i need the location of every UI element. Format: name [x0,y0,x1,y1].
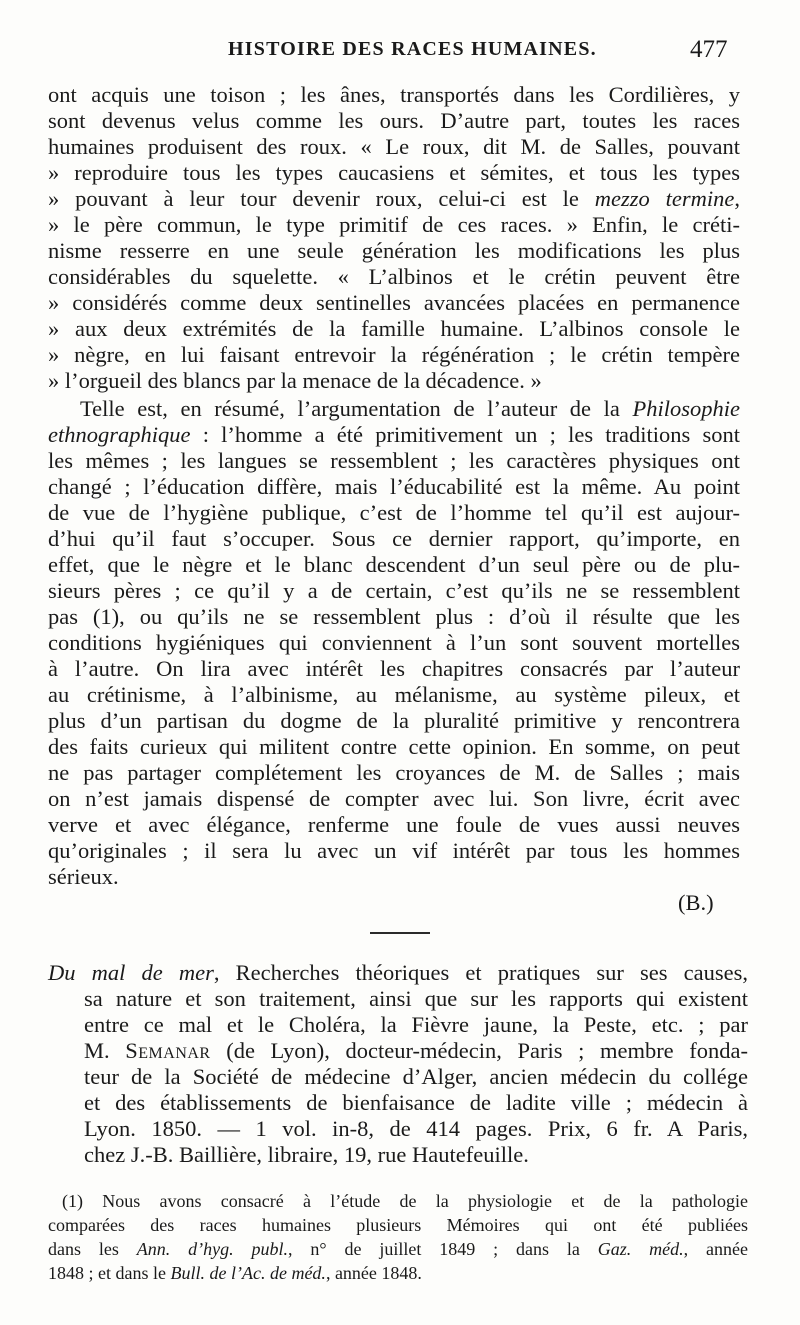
body-line: effet, que le nègre et le blanc descendent d’un seul père ou de plu- [48,552,740,577]
footnote-line: (1) Nous avons consacré à l’étude de la physiologie et de la pathologie [62,1191,748,1211]
review-line: et des établissements de bienfaisance de ladite ville ; médecin à [84,1090,748,1115]
review-line: chez J.-B. Baillière, libraire, 19, rue Hautefeuille. [84,1142,529,1167]
footnote-line [48,1238,748,1260]
review-line-text: , Recherches théoriques et pratiques sur ses causes, [213,960,748,985]
review-line-text: (de Lyon), docteur-médecin, Paris ; membre fonda- [210,1038,748,1063]
body-line: considérables du squelette. « L’albinos et le crétin peuvent être [48,264,740,289]
body-line: sont devenus velus comme les ours. D’autre part, toutes les races [48,108,740,133]
body-line: verve et avec élégance, renferme une foule de vues aussi neuves [48,812,740,837]
footnote-ref-gaz: Gaz. méd. [597,1239,684,1259]
body-line: d’hui qu’il faut s’occuper. Sous ce dernier rapport, qu’importe, en [48,526,740,551]
body-line-text: » pouvant à leur tour devenir roux, celui-ci est le [48,186,595,211]
review-line: teur de la Société de médecine d’Alger, ancien médecin du collége [84,1064,748,1089]
body-line: sieurs pères ; ce qu’il y a de certain, c’est qu’ils ne se ressemblent [48,578,740,603]
review-line-text: M. [84,1038,126,1063]
body-line-text: : l’homme a été primitivement un ; les traditions sont [190,422,740,447]
body-line: » le père commun, le type primitif de ces races. » Enfin, le créti- [48,212,740,237]
footnote-text: dans les [48,1239,137,1259]
footnote-text: , année [683,1239,749,1259]
body-line: plus d’un partisan du dogme de la pluralité primitive y rencontrera [48,708,740,733]
body-line: sérieux. [48,864,119,889]
body-line: nisme resserre en une seule génération les modifications les plus [48,238,740,263]
review-title: Du mal de mer [48,960,214,985]
body-line: qu’originales ; il sera lu avec un vif intérêt par tous les hommes [48,838,740,863]
signature: (B.) [678,890,714,915]
body-line: humaines produisent des roux. « Le roux, dit M. de Salles, pouvant [48,134,740,159]
body-line: ne pas partager complétement les croyances de M. de Salles ; mais [48,760,740,785]
philosophie-italic: Philosophie [632,396,740,421]
body-line: ont acquis une toison ; les ânes, transportés dans les Cordilières, y [48,82,740,107]
review-author: Semanar [125,1038,211,1063]
mezzo-termine-italic: mezzo termine [594,186,735,211]
footnote-line [48,1262,748,1284]
review-line [84,1038,748,1064]
body-line: » reproduire tous les types caucasiens et sémites, et tous les types [48,160,740,185]
body-line: » aux deux extrémités de la famille humaine. L’albinos console le [48,316,740,341]
footnote-line: comparées des races humaines plusieurs Mémoires qui ont été publiées [48,1215,748,1235]
body-line [48,186,740,212]
body-line: » nègre, en lui faisant entrevoir la régénération ; le crétin tempère [48,342,740,367]
mezzo-tail: , [734,186,740,211]
review-line [48,960,748,986]
review-line: sa nature et son traitement, ainsi que sur les rapports qui existent [84,986,748,1011]
body-line: changé ; l’éducation diffère, mais l’éducabilité est la même. Au point [48,474,740,499]
body-line: » considérés comme deux sentinelles avancées placées en permanence [48,290,740,315]
body-line: on n’est jamais dispensé de compter avec lui. Son livre, écrit avec [48,786,740,811]
body-line: à l’autre. On lira avec intérêt les chapitres consacrés par l’auteur [48,656,740,681]
page-number: 477 [690,36,728,63]
body-line: pas (1), ou qu’ils ne se ressemblent plus : d’où il résulte que les [48,604,740,629]
ethnographique-italic: ethnographique [48,422,191,447]
footnote-text: , année 1848. [325,1263,422,1283]
body-line-text: Telle est, en résumé, l’argumentation de l’auteur de la [80,396,633,421]
footnote-text: 1848 ; et dans le [48,1263,171,1283]
body-line [80,396,740,422]
body-line: des faits curieux qui militent contre cette opinion. En somme, on peut [48,734,740,759]
footnote-ref-ann: Ann. d’hyg. publ. [136,1239,289,1259]
section-divider [370,932,430,934]
review-line: entre ce mal et le Choléra, la Fièvre jaune, la Peste, etc. ; par [84,1012,748,1037]
footnote-ref-bull: Bull. de l’Ac. de méd. [170,1263,326,1283]
footnote-text: , n° de juillet 1849 ; dans la [288,1239,598,1259]
body-line [48,422,740,448]
body-line: au crétinisme, à l’albinisme, au mélanisme, au système pileux, et [48,682,740,707]
body-line: conditions hygiéniques qui conviennent à l’un sont souvent mortelles [48,630,740,655]
running-title: HISTOIRE DES RACES HUMAINES. [228,38,597,60]
body-line: les mêmes ; les langues se ressemblent ; les caractères physiques ont [48,448,740,473]
running-header [0,36,800,76]
review-line: Lyon. 1850. — 1 vol. in-8, de 414 pages. Prix, 6 fr. A Paris, [84,1116,748,1141]
body-line: » l’orgueil des blancs par la menace de la décadence. » [48,368,542,393]
body-line: de vue de l’hygiène publique, c’est de l’homme tel qu’il est aujour- [48,500,740,525]
